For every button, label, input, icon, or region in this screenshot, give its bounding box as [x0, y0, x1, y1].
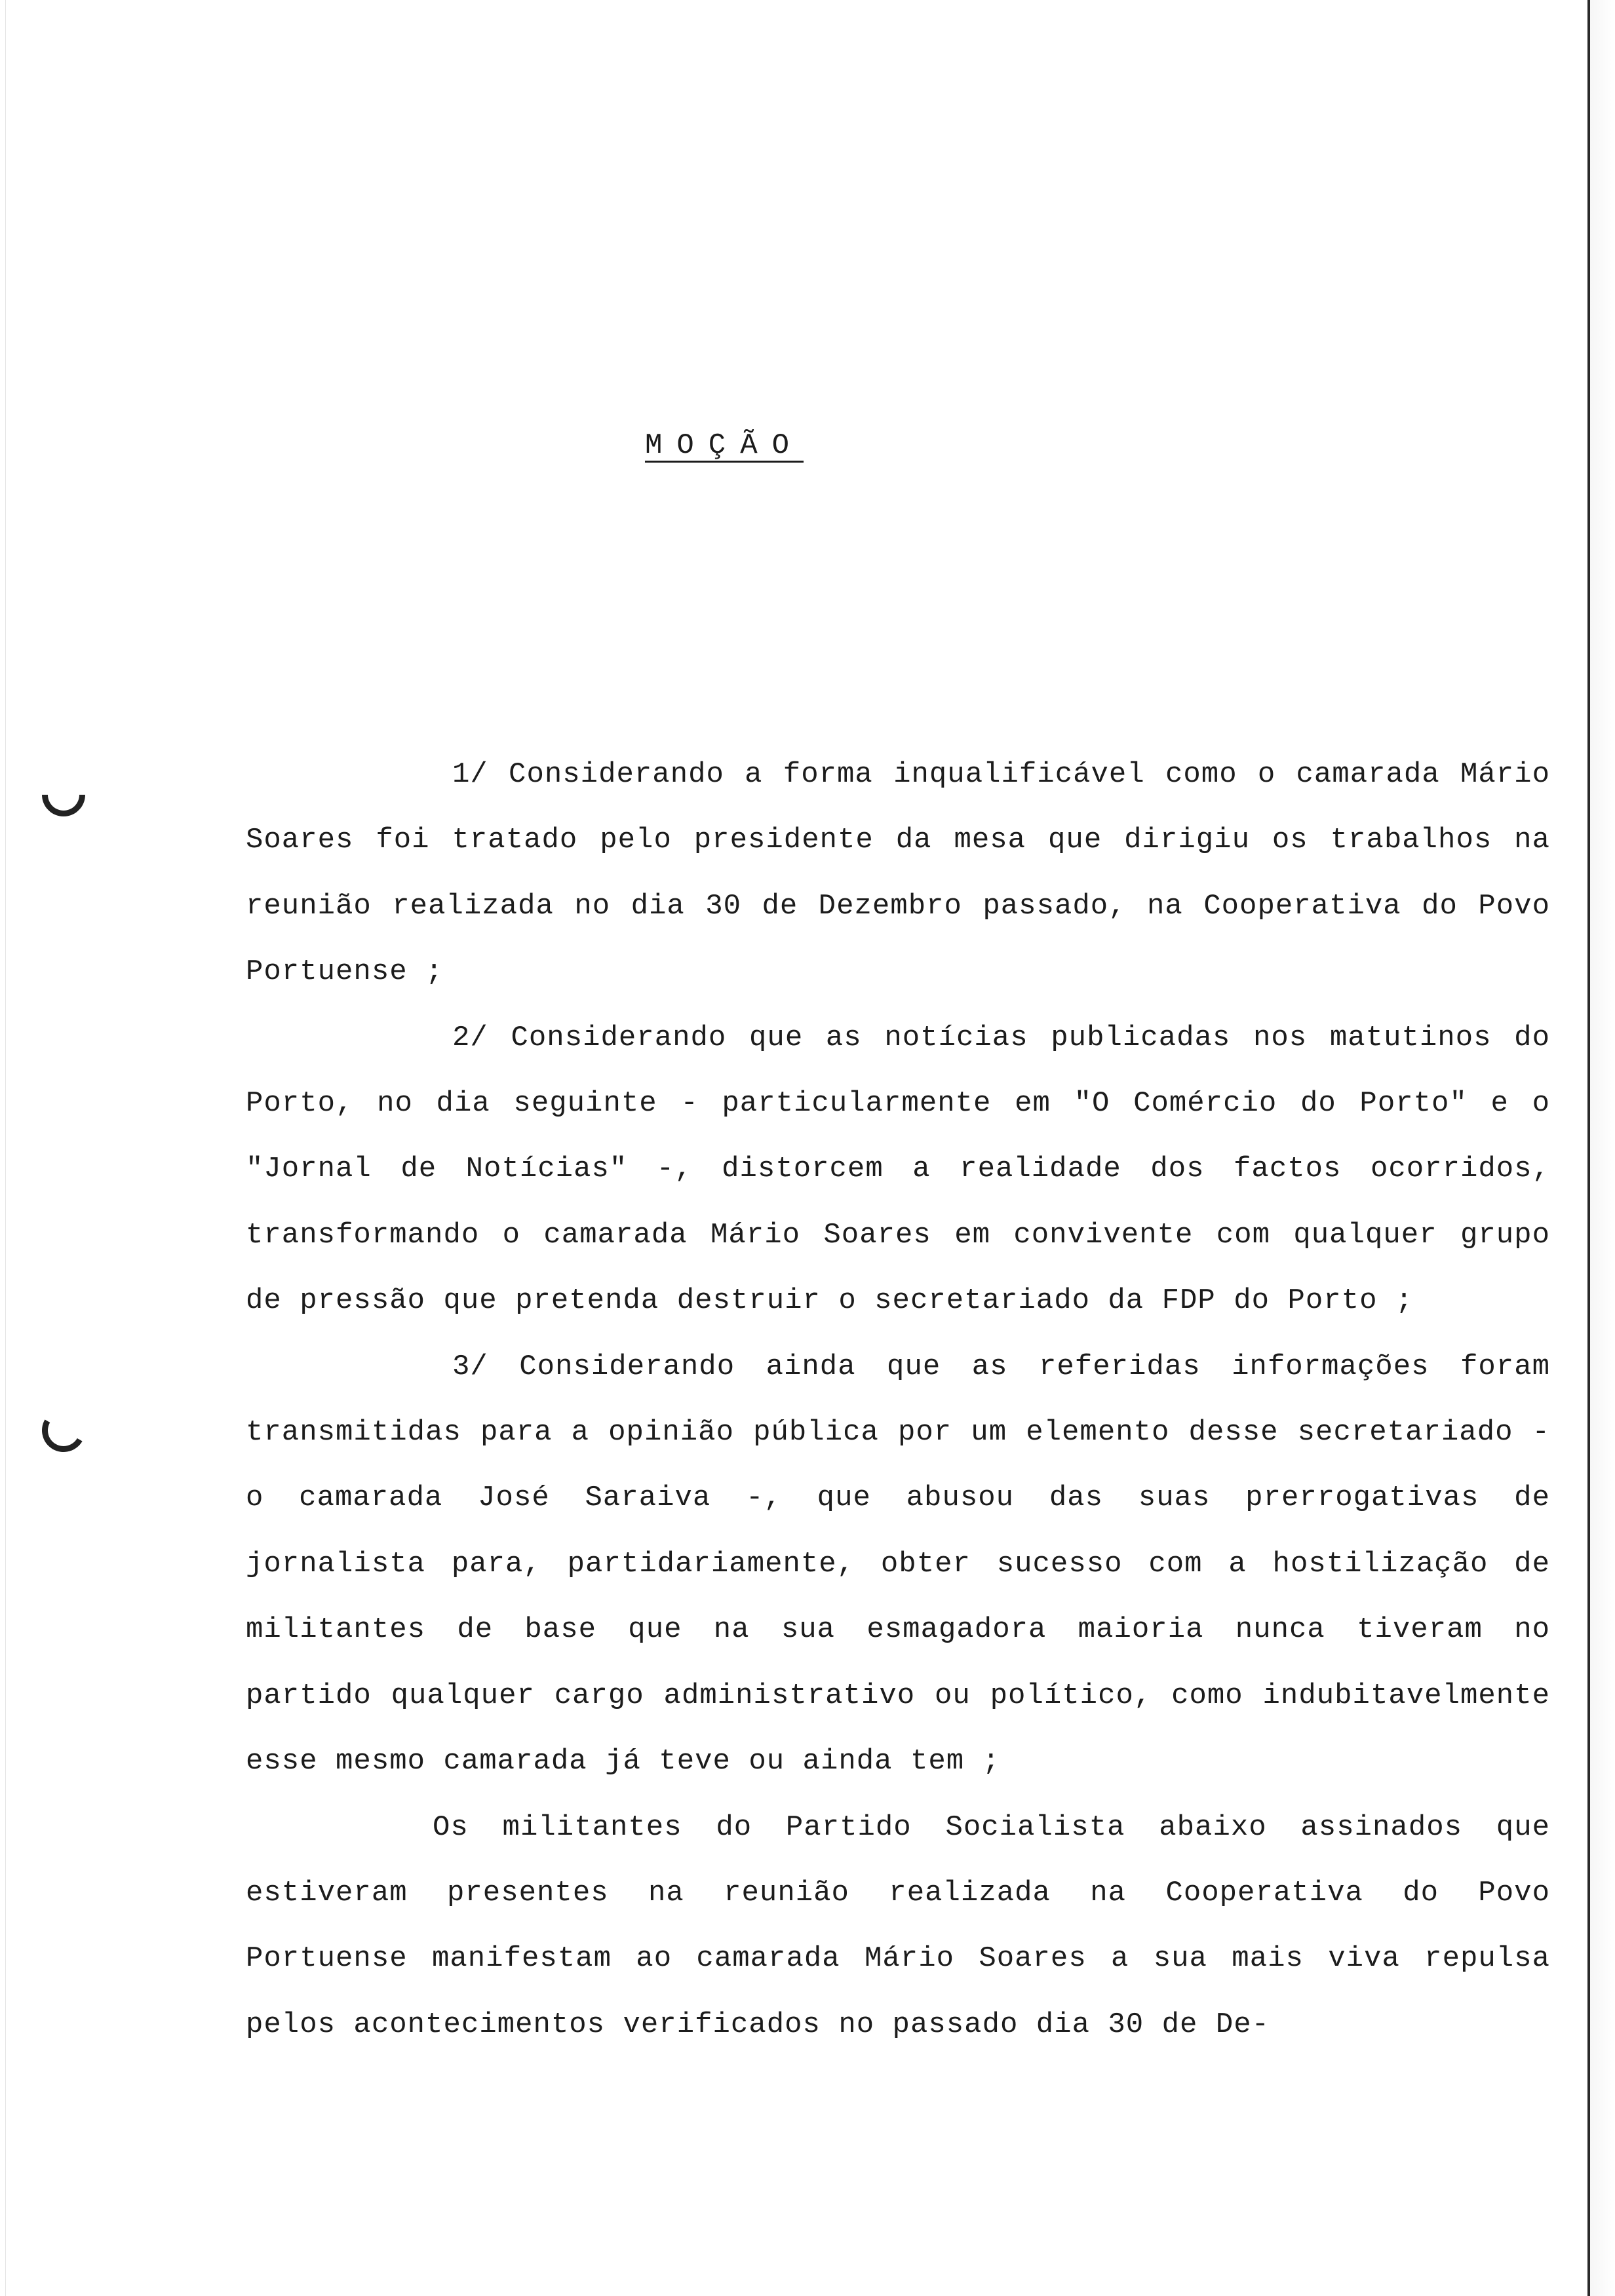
paragraph-2: 2/ Considerando que as notícias publicadas nos matutinos do Porto, no dia seguinte - particularmente em "O Comércio do Porto" e o "Jornal de Notícias" -, distorcem a realidade dos factos ocorridos, transformando o camarada Mário Soares em convivente com qualquer grupo de pressão que pretenda destruir o secretariado da FDP do Porto ;: [246, 1021, 1550, 1318]
page-left-edge: [5, 0, 6, 2296]
document-body: [246, 742, 1550, 2057]
paragraph-3: 3/ Considerando ainda que as referidas informações foram transmitidas para a opinião pública por um elemento desse secretariado - o camarada José Saraiva -, que abusou das suas prerrogativas de jornalista para, partidariamente, obter sucesso com a hostilização de militantes de base que na sua esmagadora maioria nunca tiveram no partido qualquer cargo administrativo ou político, como indubitavelmente esse mesmo camarada já teve ou ainda tem ;: [246, 1350, 1550, 1778]
page-right-edge: [1587, 0, 1590, 2296]
punch-hole-mark-top: [33, 764, 94, 825]
punch-hole-mark-bottom: [37, 1404, 90, 1457]
paragraph-1: 1/ Considerando a forma inqualificável como o camarada Mário Soares foi tratado pelo presidente da mesa que dirigiu os trabalhos na reunião realizada no dia 30 de Dezembro passado, na Cooperativa do Povo Portuense ;: [246, 758, 1550, 989]
document-title: MOÇÃO: [644, 429, 804, 462]
page-margin-shadow: [1590, 0, 1615, 2296]
paragraph-closing: Os militantes do Partido Socialista abaixo assinados que estiveram presentes na reunião realizada na Cooperativa do Povo Portuense manifestam ao camarada Mário Soares a sua mais viva repulsa pelos acontecimentos verificados no passado dia 30 de De-: [246, 1810, 1550, 2041]
